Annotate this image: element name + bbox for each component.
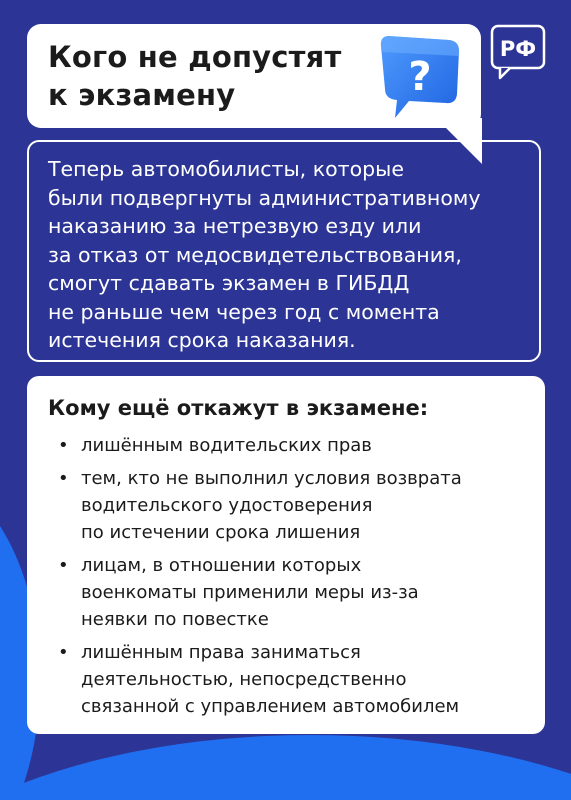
list-item-line: неявки по повестке bbox=[81, 609, 269, 630]
list-item-line: лицам, в отношении которых bbox=[81, 555, 362, 576]
bullet: • bbox=[58, 468, 69, 489]
info-line: истечения срока наказания. bbox=[48, 328, 356, 352]
info-line: не раньше чем через год с момента bbox=[48, 299, 440, 324]
info-line: Теперь автомобилисты, которые bbox=[48, 157, 404, 181]
list-item-line: военкоматы применили меры из-за bbox=[81, 582, 419, 603]
rf-logo bbox=[490, 24, 548, 80]
list-item-line: деятельностью, непосредственно bbox=[81, 669, 407, 690]
title-line-2: к экзамену bbox=[48, 78, 236, 112]
list-item-line: водительского удостоверения bbox=[81, 495, 373, 516]
list-item bbox=[58, 432, 462, 459]
list-item-line: связанной с управлением автомобилем bbox=[81, 696, 460, 717]
page-title bbox=[48, 38, 342, 114]
list-item-line: лишённым права заниматься bbox=[81, 642, 361, 663]
bullet: • bbox=[58, 642, 69, 663]
list-heading: Кому ещё откажут в экзамене: bbox=[48, 396, 429, 420]
list-item bbox=[58, 552, 462, 633]
refusal-list bbox=[58, 432, 462, 726]
list-item-line: тем, кто не выполнил условия возврата bbox=[81, 468, 462, 489]
info-line: наказанию за нетрезвую езду или bbox=[48, 214, 422, 238]
list-item bbox=[58, 465, 462, 546]
list-item-line: лишённым водительских прав bbox=[81, 435, 372, 456]
list-item bbox=[58, 639, 462, 720]
question-mark-bubble-icon bbox=[375, 30, 465, 122]
info-line: за отказ от медосвидетельствования, bbox=[48, 242, 462, 267]
bullet: • bbox=[58, 555, 69, 576]
background-wave-bottom bbox=[0, 735, 571, 800]
bullet: • bbox=[58, 435, 69, 456]
info-line: смогут сдавать экзамен в ГИБДД bbox=[48, 271, 410, 295]
info-line: были подвергнуты административному bbox=[48, 185, 481, 210]
list-item-line: по истечении срока лишения bbox=[81, 522, 361, 543]
svg-text:?: ? bbox=[408, 54, 432, 100]
title-line-1: Кого не допустят bbox=[48, 40, 342, 74]
rf-logo-text: РФ bbox=[499, 37, 537, 61]
info-text bbox=[48, 155, 480, 355]
